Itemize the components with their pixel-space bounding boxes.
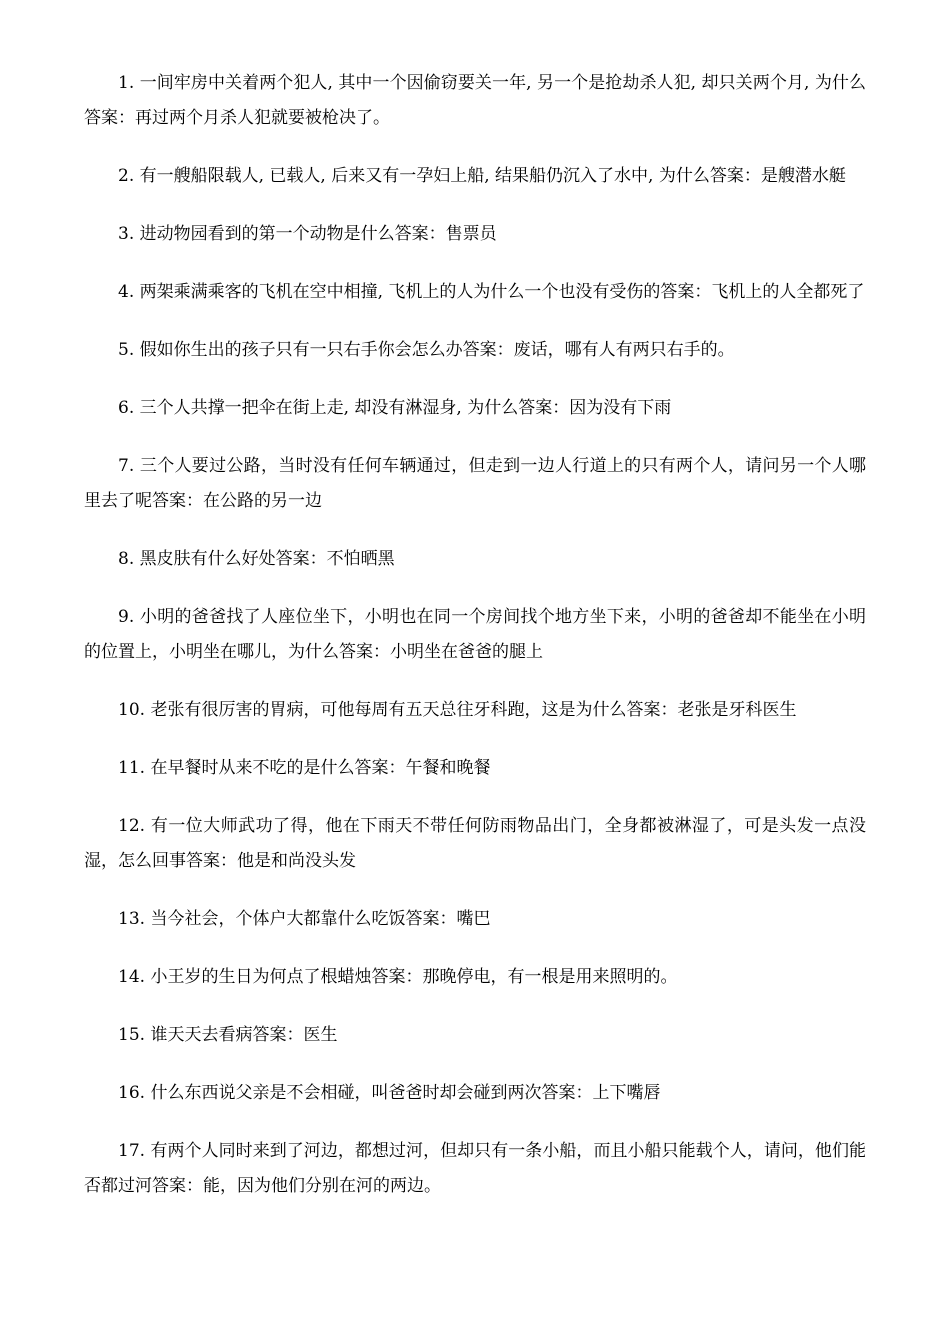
riddle-9: 9. 小明的爸爸找了人座位坐下，小明也在同一个房间找个地方坐下来，小明的爸爸却不能坐在小明的位置上，小明坐在哪儿，为什么答案：小明坐在爸爸的腿上 xyxy=(84,607,866,662)
riddle-16: 16. 什么东西说父亲是不会相碰，叫爸爸时却会碰到两次答案：上下嘴唇 xyxy=(118,1083,661,1103)
riddle-14: 14. 小王岁的生日为何点了根蜡烛答案：那晚停电，有一根是用来照明的。 xyxy=(118,967,678,987)
riddle-10: 10. 老张有很厉害的胃病，可他每周有五天总往牙科跑，这是为什么答案：老张是牙科医生 xyxy=(118,700,797,720)
riddle-12: 12. 有一位大师武功了得，他在下雨天不带任何防雨物品出门，全身都被淋湿了，可是头发一点没湿，怎么回事答案：他是和尚没头发 xyxy=(84,816,866,871)
riddle-17: 17. 有两个人同时来到了河边，都想过河，但却只有一条小船，而且小船只能载个人，请问，他们能否都过河答案：能，因为他们分别在河的两边。 xyxy=(84,1141,866,1196)
riddle-8: 8. 黑皮肤有什么好处答案：不怕晒黑 xyxy=(118,549,395,569)
riddle-7: 7. 三个人要过公路，当时没有任何车辆通过，但走到一边人行道上的只有两个人，请问另一个人哪里去了呢答案：在公路的另一边 xyxy=(84,456,866,511)
riddle-13: 13. 当今社会，个体户大都靠什么吃饭答案：嘴巴 xyxy=(118,909,491,929)
riddle-5: 5. 假如你生出的孩子只有一只右手你会怎么办答案：废话，哪有人有两只右手的。 xyxy=(118,340,735,360)
riddle-2: 2. 有一艘船限载人, 已载人, 后来又有一孕妇上船, 结果船仍沉入了水中, 为什么答案：是艘潜水艇 xyxy=(118,166,846,186)
riddle-1: 1. 一间牢房中关着两个犯人, 其中一个因偷窃要关一年, 另一个是抢劫杀人犯, 却只关两个月, 为什么答案：再过两个月杀人犯就要被枪决了。 xyxy=(84,73,866,128)
riddle-11: 11. 在早餐时从来不吃的是什么答案：午餐和晚餐 xyxy=(118,758,491,778)
riddle-3: 3. 进动物园看到的第一个动物是什么答案：售票员 xyxy=(118,224,497,244)
riddle-4: 4. 两架乘满乘客的飞机在空中相撞, 飞机上的人为什么一个也没有受伤的答案：飞机上的人全都死了 xyxy=(118,282,865,302)
riddle-15: 15. 谁天天去看病答案：医生 xyxy=(118,1025,338,1045)
riddle-6: 6. 三个人共撑一把伞在街上走, 却没有淋湿身, 为什么答案：因为没有下雨 xyxy=(118,398,672,418)
document-page xyxy=(84,66,866,1227)
